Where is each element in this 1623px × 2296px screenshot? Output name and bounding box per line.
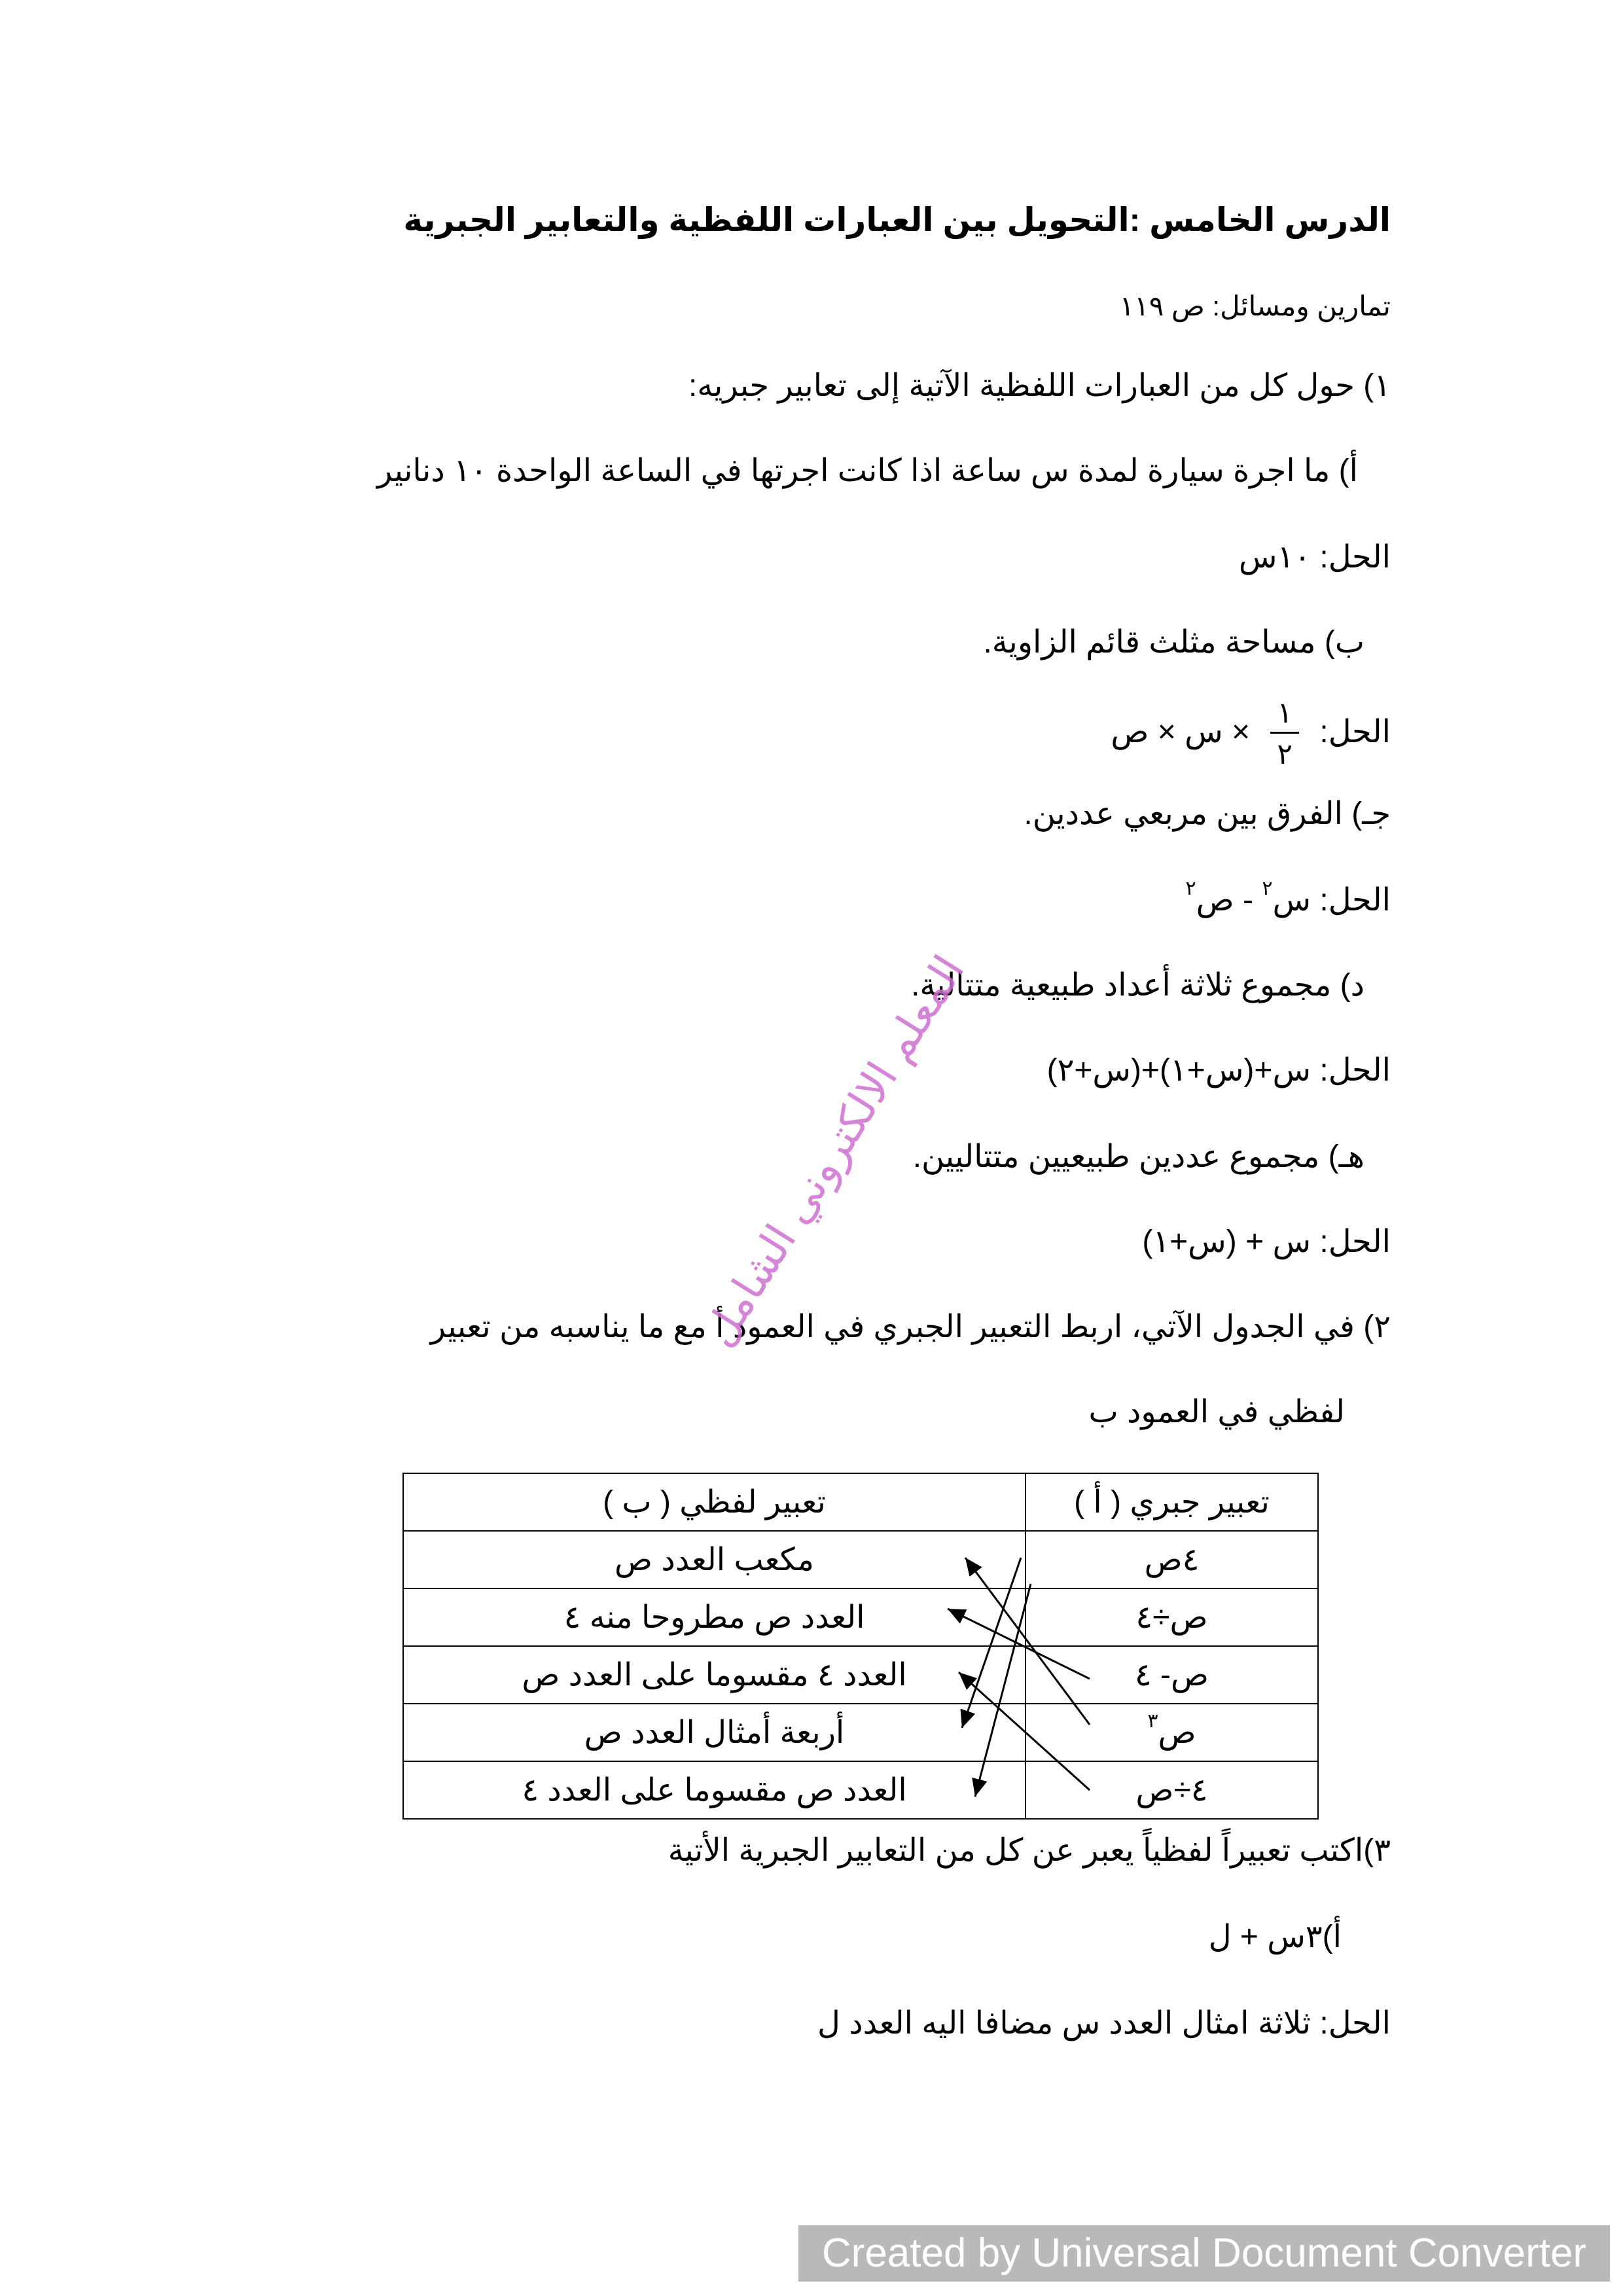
q3-prompt: ٣)اكتب تعبيراً لفظياً يعبر عن كل من التعابير الجبرية الأتية: [668, 1833, 1391, 1868]
q1e-solution: الحل: س + (س+١): [1142, 1225, 1391, 1259]
q1b-question: ب) مساحة مثلث قائم الزاوية.: [983, 625, 1364, 660]
cell-algebraic: [1026, 1704, 1318, 1761]
table-row: [403, 1531, 1318, 1588]
q1b-solution-prefix: الحل:: [1319, 715, 1391, 750]
lesson-title: الدرس الخامس :التحويل بين العبارات اللفظية والتعابير الجبرية: [403, 202, 1391, 238]
cell-algebraic: ٤ص: [1026, 1531, 1318, 1588]
table-row: [403, 1588, 1318, 1646]
q2-prompt-line2: لفظي في العمود ب: [1088, 1395, 1345, 1429]
superscript-two: ٢: [1262, 878, 1273, 899]
watermark-text: المعلم الالكتروني الشامل: [693, 946, 974, 1355]
table-header-row: [403, 1473, 1318, 1531]
cell-algebraic-base: ص: [1158, 1715, 1196, 1750]
cell-verbal: العدد ٤ مقسوما على العدد ص: [403, 1646, 1026, 1704]
q1b-solution-rest: × س × ص: [1111, 715, 1251, 750]
cell-verbal: أربعة أمثال العدد ص: [403, 1704, 1026, 1761]
q2-prompt-line1: ٢) في الجدول الآتي، اربط التعبير الجبري في العمود أ مع ما يناسبه من تعبير: [430, 1310, 1391, 1344]
q3a-solution: الحل: ثلاثة امثال العدد س مضافا اليه العدد ل: [817, 2006, 1391, 2041]
table-row: [403, 1704, 1318, 1761]
fraction-denominator: ٢: [1277, 738, 1293, 770]
header-column-b: تعبير لفظي ( ب ): [403, 1473, 1026, 1531]
cell-algebraic: ص÷٤: [1026, 1588, 1318, 1646]
fraction-numerator: ١: [1270, 699, 1299, 734]
header-column-a: تعبير جبري ( أ ): [1026, 1473, 1318, 1531]
q1d-question: د) مجموع ثلاثة أعداد طبيعية متتالية.: [911, 968, 1364, 1003]
q1c-question: جـ) الفرق بين مربعي عددين.: [1024, 797, 1391, 831]
q1b-solution: [1111, 699, 1391, 769]
q1a-solution: الحل: ١٠س: [1238, 540, 1391, 575]
superscript-three: ٣: [1147, 1710, 1158, 1732]
q1e-question: هـ) مجموع عددين طبيعيين متتاليين.: [912, 1139, 1364, 1174]
cell-algebraic: ٤÷ص: [1026, 1761, 1318, 1819]
cell-algebraic: ص- ٤: [1026, 1646, 1318, 1704]
fraction-one-half: [1270, 699, 1299, 769]
q1c-solution: [1185, 878, 1391, 920]
q1c-solution-mid: - ص: [1196, 883, 1262, 918]
q1a-question: أ) ما اجرة سيارة لمدة س ساعة اذا كانت اجرتها في الساعة الواحدة ١٠ دنانير: [377, 454, 1358, 488]
cell-verbal: مكعب العدد ص: [403, 1531, 1026, 1588]
q1-prompt: ١) حول كل من العبارات اللفظية الآتية إلى تعابير جبريه:: [688, 368, 1391, 403]
q1c-solution-prefix: الحل: س: [1272, 883, 1391, 918]
table-row: [403, 1761, 1318, 1819]
matching-table: [402, 1473, 1319, 1820]
q3a-expression: أ)٣س + ل: [1208, 1920, 1342, 1954]
cell-verbal: العدد ص مطروحا منه ٤: [403, 1588, 1026, 1646]
exercises-reference: تمارين ومسائل: ص ١١٩: [1119, 291, 1391, 321]
table-row: [403, 1646, 1318, 1704]
converter-footer-banner: Created by Universal Document Converter: [798, 2225, 1610, 2282]
q1d-solution: الحل: س+(س+١)+(س+٢): [1046, 1053, 1391, 1088]
superscript-two: ٢: [1185, 878, 1196, 899]
cell-verbal: العدد ص مقسوما على العدد ٤: [403, 1761, 1026, 1819]
